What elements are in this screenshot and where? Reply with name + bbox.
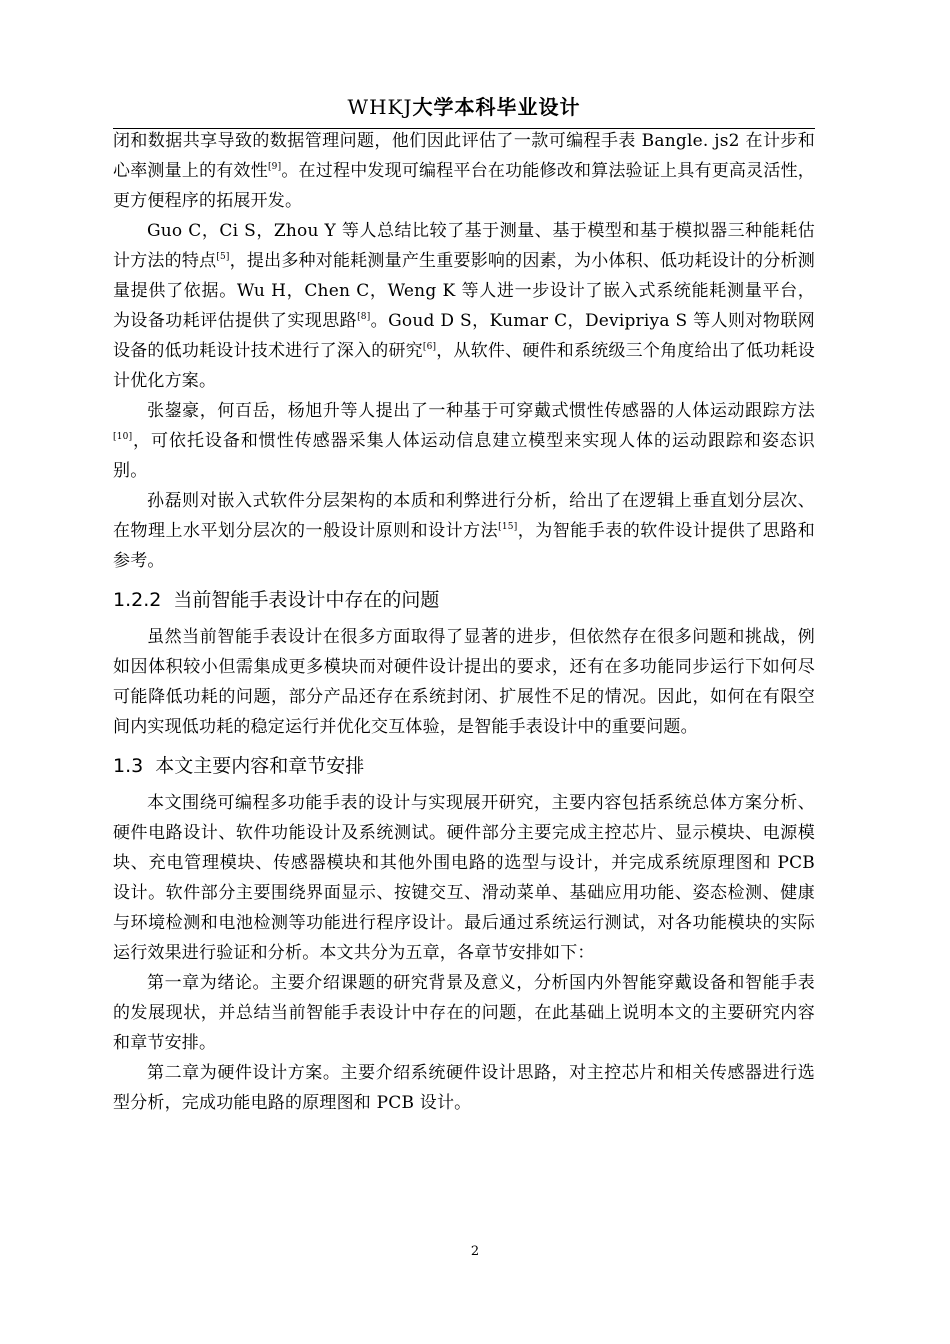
paragraph [113,486,815,576]
paragraph-text: ，从软件、硬件和系统级三个角度给出了低功耗设计优化方案。 [113,341,815,391]
paragraph-text: ，提出多种对能耗测量产生重要影响的因素，为小体积、低功耗设计的分析测量提供了依据。Wu H，Chen C，Weng K 等人进一步设计了嵌入式系统能耗测量平台，为设备功耗评估提供了实现思路 [113,251,815,331]
section-number: 1.2.2 [113,589,162,611]
paragraph-text: 张鋆豪，何百岳，杨旭升等人提出了一种基于可穿戴式惯性传感器的人体运动跟踪方法 [147,401,815,421]
header-title [348,95,581,119]
citation-ref: [5] [216,252,230,262]
paragraph-text: ，可依托设备和惯性传感器采集人体运动信息建立模型来实现人体的运动跟踪和姿态识别。 [113,431,815,481]
document-body [113,126,815,1118]
citation-ref: [8] [357,312,371,322]
paragraph-text: 孙磊则对嵌入式软件分层架构的本质和利弊进行分析，给出了在逻辑上垂直划分层次、在物理上水平划分层次的一般设计原则和设计方法 [113,491,815,541]
paragraph [113,1058,815,1118]
section-title: 当前智能手表设计中存在的问题 [173,589,440,611]
paragraph [113,968,815,1058]
paragraph [113,396,815,486]
section-heading [113,751,815,781]
paragraph-text: 第二章为硬件设计方案。主要介绍系统硬件设计思路，对主控芯片和相关传感器进行选型分析，完成功能电路的原理图和 PCB 设计。 [113,1063,815,1113]
header-prefix: WHKJ [347,95,413,119]
paragraph-text: ，为智能手表的软件设计提供了思路和参考。 [113,521,815,571]
header-university-title: 大学本科毕业设计 [412,95,581,119]
page-header [113,92,815,129]
paragraph-text: 第一章为绪论。主要介绍课题的研究背景及意义，分析国内外智能穿戴设备和智能手表的发展现状，并总结当前智能手表设计中存在的问题，在此基础上说明本文的主要研究内容和章节安排。 [113,973,815,1053]
paragraph [113,216,815,396]
paragraph-text: 。在过程中发现可编程平台在功能修改和算法验证上具有更高灵活性，更方便程序的拓展开发。 [113,161,815,211]
section-title: 本文主要内容和章节安排 [155,755,365,777]
paragraph-text: 本文围绕可编程多功能手表的设计与实现展开研究，主要内容包括系统总体方案分析、硬件电路设计、软件功能设计及系统测试。硬件部分主要完成主控芯片、显示模块、电源模块、充电管理模块、传感器模块和其他外围电路的选型与设计，并完成系统原理图和 PCB 设计。软件部分主要围绕界面显示、按键交互、滑动菜单、基础应用功能、姿态检测、健康与环境检测和电池检测等功能进行程序设计。最后通过系统运行测试，对各功能模块的实际运行效果进行验证和分析。本文共分为五章，各章节安排如下： [113,793,815,963]
section-number: 1.3 [113,755,144,777]
paragraph-text: 虽然当前智能手表设计在很多方面取得了显著的进步，但依然存在很多问题和挑战，例如因体积较小但需集成更多模块而对硬件设计提出的要求，还有在多功能同步运行下如何尽可能降低功耗的问题，部分产品还存在系统封闭、扩展性不足的情况。因此，如何在有限空间内实现低功耗的稳定运行并优化交互体验，是智能手表设计中的重要问题。 [113,627,815,737]
citation-ref: [15] [498,522,518,532]
citation-ref: [10] [113,432,133,442]
paragraph-text: 闭和数据共享导致的数据管理问题，他们因此评估了一款可编程手表 Bangle. js2 在计步和心率测量上的有效性 [113,131,815,181]
paragraph [113,126,815,216]
paragraph-text: 。Goud D S，Kumar C，Devipriya S 等人则对物联网设备的低功耗设计技术进行了深入的研究 [113,311,815,361]
citation-ref: [9] [267,162,282,172]
paragraph-text: Guo C，Ci S，Zhou Y 等人总结比较了基于测量、基于模型和基于模拟器三种能耗估计方法的特点 [113,221,815,271]
paragraph [113,622,815,742]
section-heading [113,585,815,615]
citation-ref: [6] [422,342,437,352]
page-number: 2 [470,1244,480,1259]
paragraph [113,788,815,968]
